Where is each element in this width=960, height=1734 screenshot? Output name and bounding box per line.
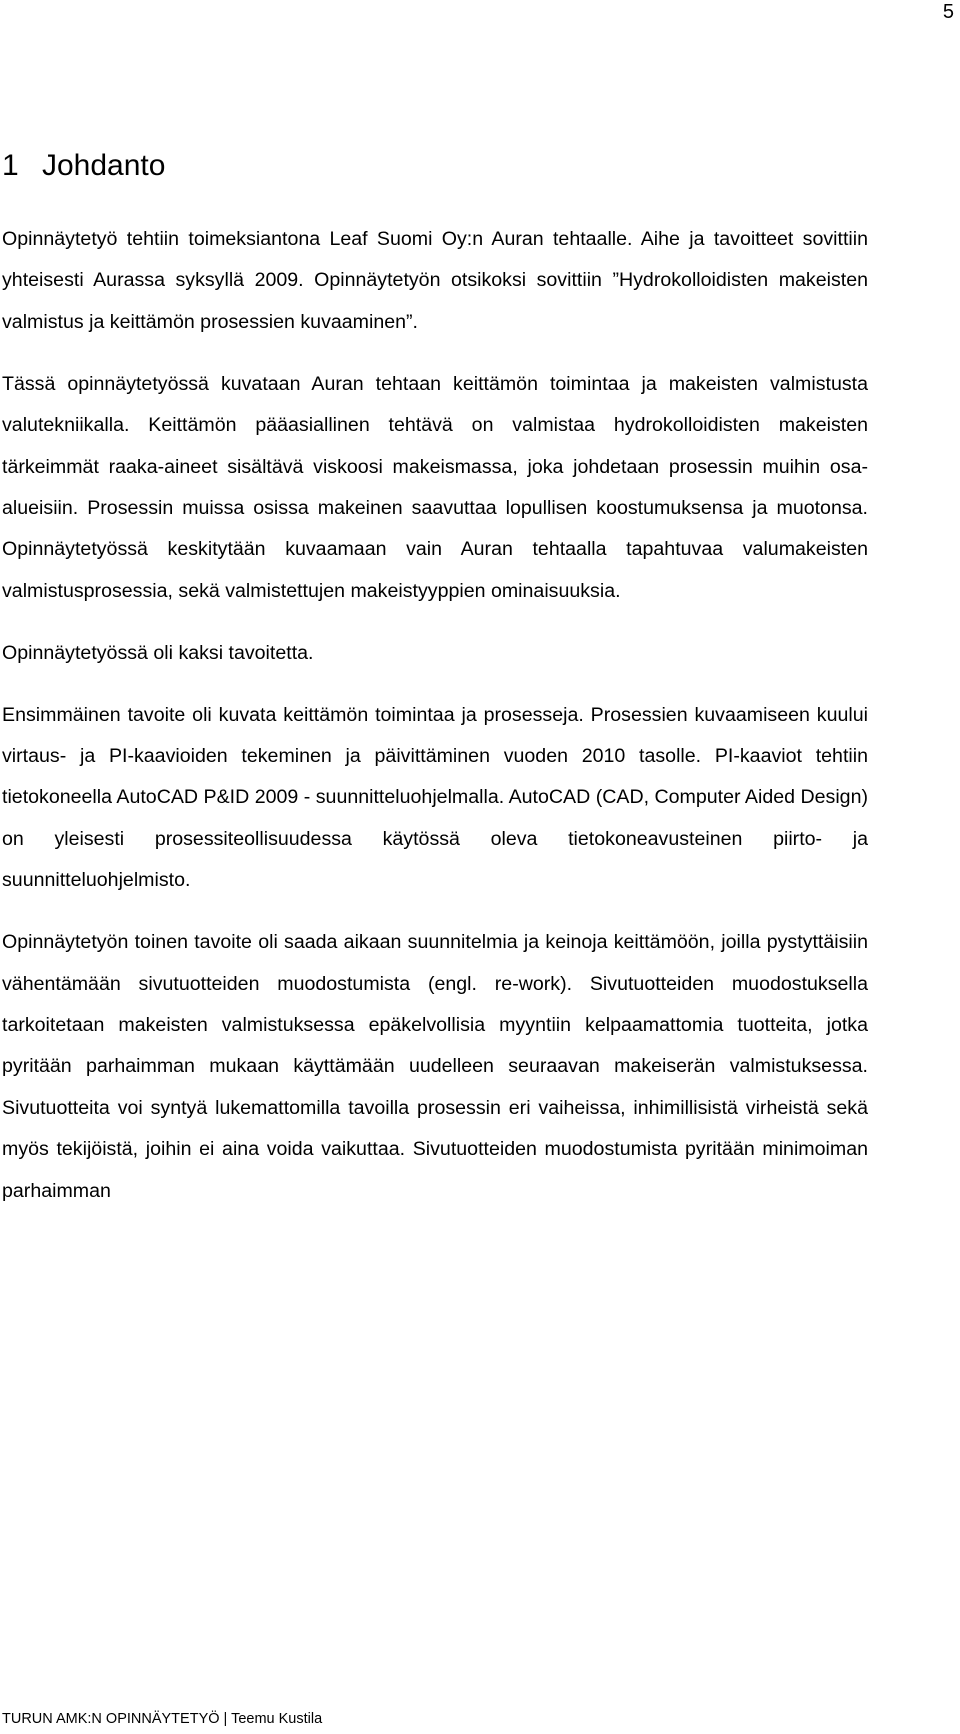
paragraph: Opinnäytetyössä oli kaksi tavoitetta. xyxy=(2,641,314,664)
paragraph: Tässä opinnäytetyössä kuvataan Auran tehtaan keittämön toimintaa ja makeisten valmistusta valutekniikalla. Keittämön pääasiallinen tehtävä on valmistaa hydrokolloidisten makeisten tärkeimmät raaka-aineet sisältävä viskoosi makeismassa, joka johdetaan prosessin muihin osa-alueisiin. Prosessin muissa osissa makeinen saavuttaa lopullisen koostumuksensa ja muotonsa. Opinnäytetyössä keskitytään kuvaamaan vain Auran tehtaalla tapahtuvaa valumakeisten valmistusprosessia, sekä valmistettujen makeistyyppien ominaisuuksia. xyxy=(2,372,868,602)
page-footer: TURUN AMK:N OPINNÄYTETYÖ | Teemu Kustila xyxy=(2,1710,323,1727)
paragraph: Ensimmäinen tavoite oli kuvata keittämön toimintaa ja prosesseja. Prosessien kuvaamiseen kuului virtaus- ja PI-kaavioiden tekeminen ja päivittäminen vuoden 2010 tasolle. PI-kaaviot tehtiin tietokoneella AutoCAD P&ID 2009 - suunnitteluohjelmalla. AutoCAD (CAD, Computer Aided Design) on yleisesti prosessiteollisuudessa käytössä oleva tietokoneavusteinen piirto- ja suunnitteluohjelmisto. xyxy=(2,703,868,892)
chapter-number: 1 xyxy=(2,149,19,182)
paragraph: Opinnäytetyön toinen tavoite oli saada aikaan suunnitelmia ja keinoja keittämöön, joilla pystyttäisiin vähentämään sivutuotteiden muodostumista (engl. re-work). Sivutuotteiden muodostuksella tarkoitetaan makeisten valmistuksessa epäkelvollisia myyntiin kelpaamattomia tuotteita, jotka pyritään parhaimman mukaan käyttämään uudelleen seuraavan makeiserän valmistuksessa. Sivutuotteita voi syntyä lukemattomilla tavoilla prosessin eri vaiheissa, inhimillisistä virheistä sekä myös tekijöistä, joihin ei aina voida vaikuttaa. Sivutuotteiden muodostumista pyritään minimoiman parhaimman xyxy=(2,931,868,1202)
paragraph: Opinnäytetyö tehtiin toimeksiantona Leaf Suomi Oy:n Auran tehtaalle. Aihe ja tavoitteet sovittiin yhteisesti Aurassa syksyllä 2009. Opinnäytetyön otsikoksi sovittiin ”Hydrokolloidisten makeisten valmistus ja keittämön prosessien kuvaaminen”. xyxy=(2,228,868,333)
chapter-heading xyxy=(2,144,165,188)
chapter-title: Johdanto xyxy=(42,149,166,182)
page-number: 5 xyxy=(942,1,954,23)
body-text xyxy=(2,219,868,1212)
